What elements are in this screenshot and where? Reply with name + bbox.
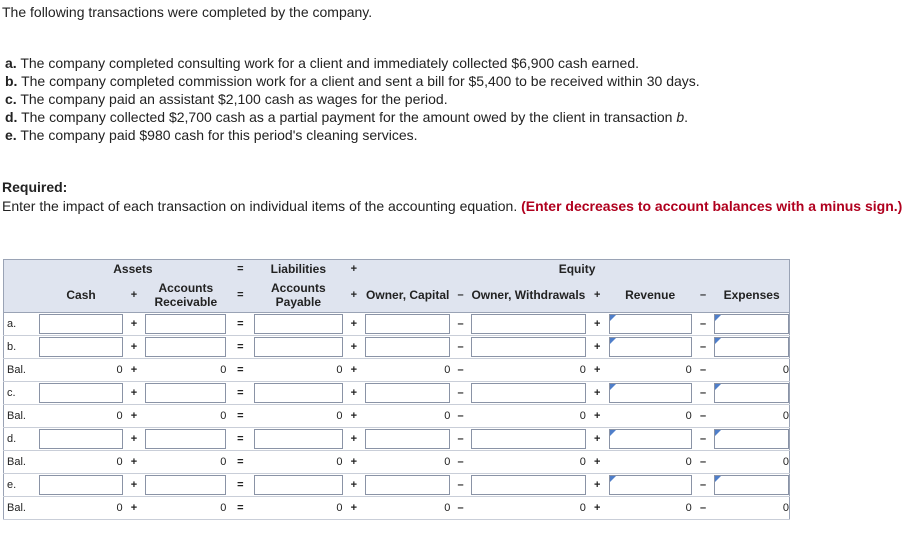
operator-minus: – bbox=[450, 474, 471, 497]
revenue-input[interactable] bbox=[609, 383, 692, 403]
revenue-header: Revenue bbox=[609, 278, 692, 313]
operator-equals: = bbox=[226, 428, 254, 451]
expenses-input[interactable] bbox=[714, 383, 789, 403]
operator-minus: – bbox=[692, 359, 715, 382]
intro-text: The following transactions were completed by the company. bbox=[2, 4, 373, 20]
cash-input[interactable] bbox=[39, 337, 122, 357]
operator-plus: + bbox=[123, 497, 146, 520]
operator-minus: – bbox=[450, 359, 471, 382]
plus-header: + bbox=[343, 260, 366, 279]
transaction-a: a. The company completed consulting work for a client and immediately collected $6,900 cash earned. bbox=[5, 55, 639, 71]
operator-minus: – bbox=[692, 451, 715, 474]
header-column-row: Cash + Accounts Receivable = Accounts Payable + Owner, Capital – Owner, Withdrawals + Revenue – Expenses bbox=[4, 278, 790, 313]
equity-header: Equity bbox=[365, 260, 789, 279]
capital-input[interactable] bbox=[365, 314, 450, 334]
transaction-b: b. The company completed commission work for a client and sent a bill for $5,400 to be received within 30 days. bbox=[5, 73, 700, 89]
balance-row bbox=[4, 359, 790, 382]
expenses-input[interactable] bbox=[714, 314, 789, 334]
operator-minus: – bbox=[692, 428, 715, 451]
ap-balance: 0 bbox=[254, 405, 342, 428]
flag-icon bbox=[610, 430, 616, 436]
balance-row bbox=[4, 497, 790, 520]
operator-minus: – bbox=[450, 451, 471, 474]
operator-plus: + bbox=[123, 336, 146, 359]
balance-row bbox=[4, 405, 790, 428]
balance-row bbox=[4, 451, 790, 474]
flag-icon bbox=[610, 384, 616, 390]
capital-input[interactable] bbox=[365, 337, 450, 357]
transaction-row bbox=[4, 336, 790, 359]
row-label: Bal. bbox=[4, 359, 40, 382]
operator-plus: + bbox=[586, 313, 609, 336]
capital-header: Owner, Capital bbox=[365, 278, 450, 313]
flag-icon bbox=[715, 384, 721, 390]
operator-plus: + bbox=[343, 474, 366, 497]
withdrawals-header: Owner, Withdrawals bbox=[471, 278, 586, 313]
withdrawals-input[interactable] bbox=[471, 337, 586, 357]
operator-equals: = bbox=[226, 359, 254, 382]
operator-equals: = bbox=[226, 313, 254, 336]
ap-input[interactable] bbox=[254, 314, 342, 334]
capital-input[interactable] bbox=[365, 383, 450, 403]
operator-plus: + bbox=[123, 359, 146, 382]
operator-minus: – bbox=[692, 313, 715, 336]
ap-input[interactable] bbox=[254, 337, 342, 357]
operator-plus: + bbox=[586, 359, 609, 382]
expenses-input[interactable] bbox=[714, 337, 789, 357]
expenses-balance: 0 bbox=[714, 359, 789, 382]
operator-equals: = bbox=[226, 451, 254, 474]
operator-plus: + bbox=[343, 497, 366, 520]
ar-header: Accounts Receivable bbox=[145, 278, 226, 313]
flag-icon bbox=[715, 338, 721, 344]
expenses-balance: 0 bbox=[714, 405, 789, 428]
operator-plus: + bbox=[586, 382, 609, 405]
ap-balance: 0 bbox=[254, 497, 342, 520]
operator-minus: – bbox=[692, 336, 715, 359]
flag-icon bbox=[610, 476, 616, 482]
operator-plus: + bbox=[123, 451, 146, 474]
required-emphasis: (Enter decreases to account balances with a minus sign.) bbox=[521, 198, 903, 214]
operator-plus: + bbox=[586, 497, 609, 520]
operator-equals: = bbox=[226, 336, 254, 359]
row-label: Bal. bbox=[4, 451, 40, 474]
transaction-row bbox=[4, 382, 790, 405]
revenue-input[interactable] bbox=[609, 314, 692, 334]
row-label: Bal. bbox=[4, 497, 40, 520]
revenue-input[interactable] bbox=[609, 337, 692, 357]
operator-plus: + bbox=[586, 428, 609, 451]
cash-balance: 0 bbox=[39, 451, 122, 474]
row-label: d. bbox=[4, 428, 40, 451]
operator-plus: + bbox=[586, 451, 609, 474]
capital-balance: 0 bbox=[365, 497, 450, 520]
operator-minus: – bbox=[450, 405, 471, 428]
expenses-header: Expenses bbox=[714, 278, 789, 313]
ap-input[interactable] bbox=[254, 383, 342, 403]
operator-plus: + bbox=[123, 382, 146, 405]
liabilities-header: Liabilities bbox=[254, 260, 342, 279]
operator-minus: – bbox=[692, 474, 715, 497]
operator-plus: + bbox=[123, 474, 146, 497]
operator-plus: + bbox=[343, 313, 366, 336]
ar-input[interactable] bbox=[145, 429, 226, 449]
flag-icon bbox=[715, 315, 721, 321]
operator-equals: = bbox=[226, 474, 254, 497]
required-title: Required: bbox=[2, 179, 68, 195]
revenue-balance: 0 bbox=[609, 405, 692, 428]
row-label: b. bbox=[4, 336, 40, 359]
revenue-balance: 0 bbox=[609, 451, 692, 474]
operator-plus: + bbox=[343, 428, 366, 451]
revenue-balance: 0 bbox=[609, 497, 692, 520]
expenses-input[interactable] bbox=[714, 429, 789, 449]
cash-input[interactable] bbox=[39, 475, 122, 495]
cash-header: Cash bbox=[39, 278, 122, 313]
ap-input[interactable] bbox=[254, 429, 342, 449]
required-instructions: Enter the impact of each transaction on individual items of the accounting equation. (Enter decreases to account balances with a minus sign.) bbox=[2, 198, 903, 214]
header-group-row bbox=[4, 260, 790, 279]
revenue-balance: 0 bbox=[609, 359, 692, 382]
capital-input[interactable] bbox=[365, 429, 450, 449]
row-label: Bal. bbox=[4, 405, 40, 428]
operator-minus: – bbox=[692, 497, 715, 520]
capital-balance: 0 bbox=[365, 451, 450, 474]
withdrawals-balance: 0 bbox=[471, 451, 586, 474]
operator-plus: + bbox=[343, 359, 366, 382]
expenses-balance: 0 bbox=[714, 451, 789, 474]
operator-minus: – bbox=[450, 382, 471, 405]
operator-minus: – bbox=[692, 405, 715, 428]
operator-plus: + bbox=[586, 405, 609, 428]
operator-equals: = bbox=[226, 497, 254, 520]
capital-input[interactable] bbox=[365, 475, 450, 495]
expenses-input[interactable] bbox=[714, 475, 789, 495]
flag-icon bbox=[715, 430, 721, 436]
operator-plus: + bbox=[586, 336, 609, 359]
operator-plus: + bbox=[586, 474, 609, 497]
withdrawals-balance: 0 bbox=[471, 405, 586, 428]
operator-minus: – bbox=[692, 382, 715, 405]
withdrawals-balance: 0 bbox=[471, 359, 586, 382]
cash-balance: 0 bbox=[39, 497, 122, 520]
transaction-d: d. The company collected $2,700 cash as a partial payment for the amount owed by the client in transaction b. bbox=[5, 109, 689, 125]
capital-balance: 0 bbox=[365, 405, 450, 428]
ap-header: Accounts Payable bbox=[254, 278, 342, 313]
transaction-row bbox=[4, 428, 790, 451]
withdrawals-input[interactable] bbox=[471, 314, 586, 334]
transaction-list bbox=[5, 54, 700, 144]
ar-input[interactable] bbox=[145, 314, 226, 334]
operator-plus: + bbox=[343, 336, 366, 359]
cash-balance: 0 bbox=[39, 359, 122, 382]
ar-input[interactable] bbox=[145, 475, 226, 495]
transaction-row bbox=[4, 474, 790, 497]
ap-input[interactable] bbox=[254, 475, 342, 495]
cash-input[interactable] bbox=[39, 314, 122, 334]
revenue-input[interactable] bbox=[609, 429, 692, 449]
operator-plus: + bbox=[343, 382, 366, 405]
cash-input[interactable] bbox=[39, 383, 122, 403]
operator-minus: – bbox=[450, 428, 471, 451]
transaction-c: c. The company paid an assistant $2,100 cash as wages for the period. bbox=[5, 91, 448, 107]
operator-equals: = bbox=[226, 382, 254, 405]
operator-plus: + bbox=[123, 428, 146, 451]
operator-minus: – bbox=[450, 336, 471, 359]
ar-input[interactable] bbox=[145, 383, 226, 403]
ar-balance: 0 bbox=[145, 451, 226, 474]
transaction-e: e. The company paid $980 cash for this period's cleaning services. bbox=[5, 127, 418, 143]
ap-balance: 0 bbox=[254, 359, 342, 382]
capital-balance: 0 bbox=[365, 359, 450, 382]
ar-balance: 0 bbox=[145, 405, 226, 428]
operator-plus: + bbox=[123, 405, 146, 428]
flag-icon bbox=[715, 476, 721, 482]
withdrawals-input[interactable] bbox=[471, 429, 586, 449]
operator-minus: – bbox=[450, 313, 471, 336]
withdrawals-input[interactable] bbox=[471, 383, 586, 403]
row-label: c. bbox=[4, 382, 40, 405]
flag-icon bbox=[610, 338, 616, 344]
withdrawals-balance: 0 bbox=[471, 497, 586, 520]
operator-plus: + bbox=[343, 451, 366, 474]
cash-input[interactable] bbox=[39, 429, 122, 449]
operator-plus: + bbox=[343, 405, 366, 428]
transaction-row bbox=[4, 313, 790, 336]
operator-minus: – bbox=[450, 497, 471, 520]
flag-icon bbox=[610, 315, 616, 321]
ap-balance: 0 bbox=[254, 451, 342, 474]
cash-balance: 0 bbox=[39, 405, 122, 428]
revenue-input[interactable] bbox=[609, 475, 692, 495]
ar-balance: 0 bbox=[145, 497, 226, 520]
accounting-equation-table bbox=[3, 259, 790, 520]
operator-equals: = bbox=[226, 405, 254, 428]
withdrawals-input[interactable] bbox=[471, 475, 586, 495]
operator-plus: + bbox=[123, 313, 146, 336]
assets-header: Assets bbox=[39, 260, 226, 279]
ar-input[interactable] bbox=[145, 337, 226, 357]
expenses-balance: 0 bbox=[714, 497, 789, 520]
row-label: e. bbox=[4, 474, 40, 497]
row-label: a. bbox=[4, 313, 40, 336]
equals-header: = bbox=[226, 260, 254, 279]
ar-balance: 0 bbox=[145, 359, 226, 382]
